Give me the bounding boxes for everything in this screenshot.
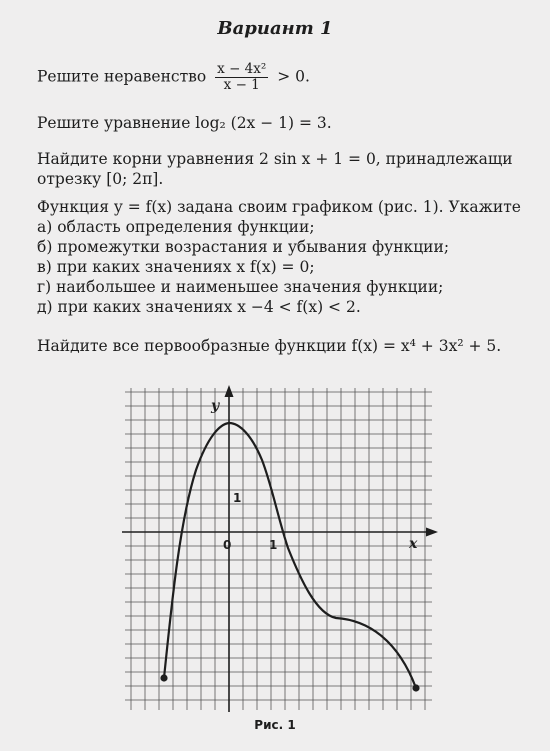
figure-caption: Рис. 1	[254, 718, 296, 732]
task-1-prefix: Решите неравенство	[37, 67, 207, 86]
origin-label: 0	[223, 538, 232, 552]
fraction-numerator: x − 4x²	[217, 61, 267, 77]
task-4-item-a: а) область определения функции;	[37, 218, 315, 236]
task-2: Решите уравнение log₂ (2x − 1) = 3.	[37, 114, 332, 132]
endpoint-left	[160, 674, 167, 681]
y-axis-label: y	[211, 398, 220, 414]
task-3-line-2: отрезку [0; 2π].	[37, 170, 164, 188]
task-4-item-e: д) при каких значениях x −4 < f(x) < 2.	[37, 298, 361, 316]
y-unit-label: 1	[233, 491, 242, 505]
grid	[125, 388, 432, 710]
endpoint-right	[412, 684, 419, 691]
task-5: Найдите все первообразные функции f(x) = x⁴ + 3x² + 5.	[37, 337, 502, 355]
inequality-fraction	[215, 62, 268, 93]
task-1-suffix: > 0.	[277, 67, 310, 86]
task-4-intro: Функция y = f(x) задана своим графиком (рис. 1). Укажите	[37, 198, 521, 216]
y-axis-arrow	[225, 385, 234, 397]
function-curve	[164, 423, 416, 688]
task-4-item-c: в) при каких значениях x f(x) = 0;	[37, 258, 315, 276]
x-unit-label: 1	[269, 538, 278, 552]
x-axis-arrow	[426, 528, 438, 537]
task-4-item-b: б) промежутки возрастания и убывания функции;	[37, 238, 450, 256]
fraction-denominator: x − 1	[223, 77, 260, 93]
task-4-item-d: г) наибольшее и наименьшее значения функции;	[37, 278, 444, 296]
variant-title: Вариант 1	[217, 18, 333, 39]
task-3-line-1: Найдите корни уравнения 2 sin x + 1 = 0, принадлежащи	[37, 150, 513, 168]
task-1	[37, 62, 310, 93]
function-graph	[0, 380, 550, 715]
x-axis-label: x	[409, 536, 418, 552]
